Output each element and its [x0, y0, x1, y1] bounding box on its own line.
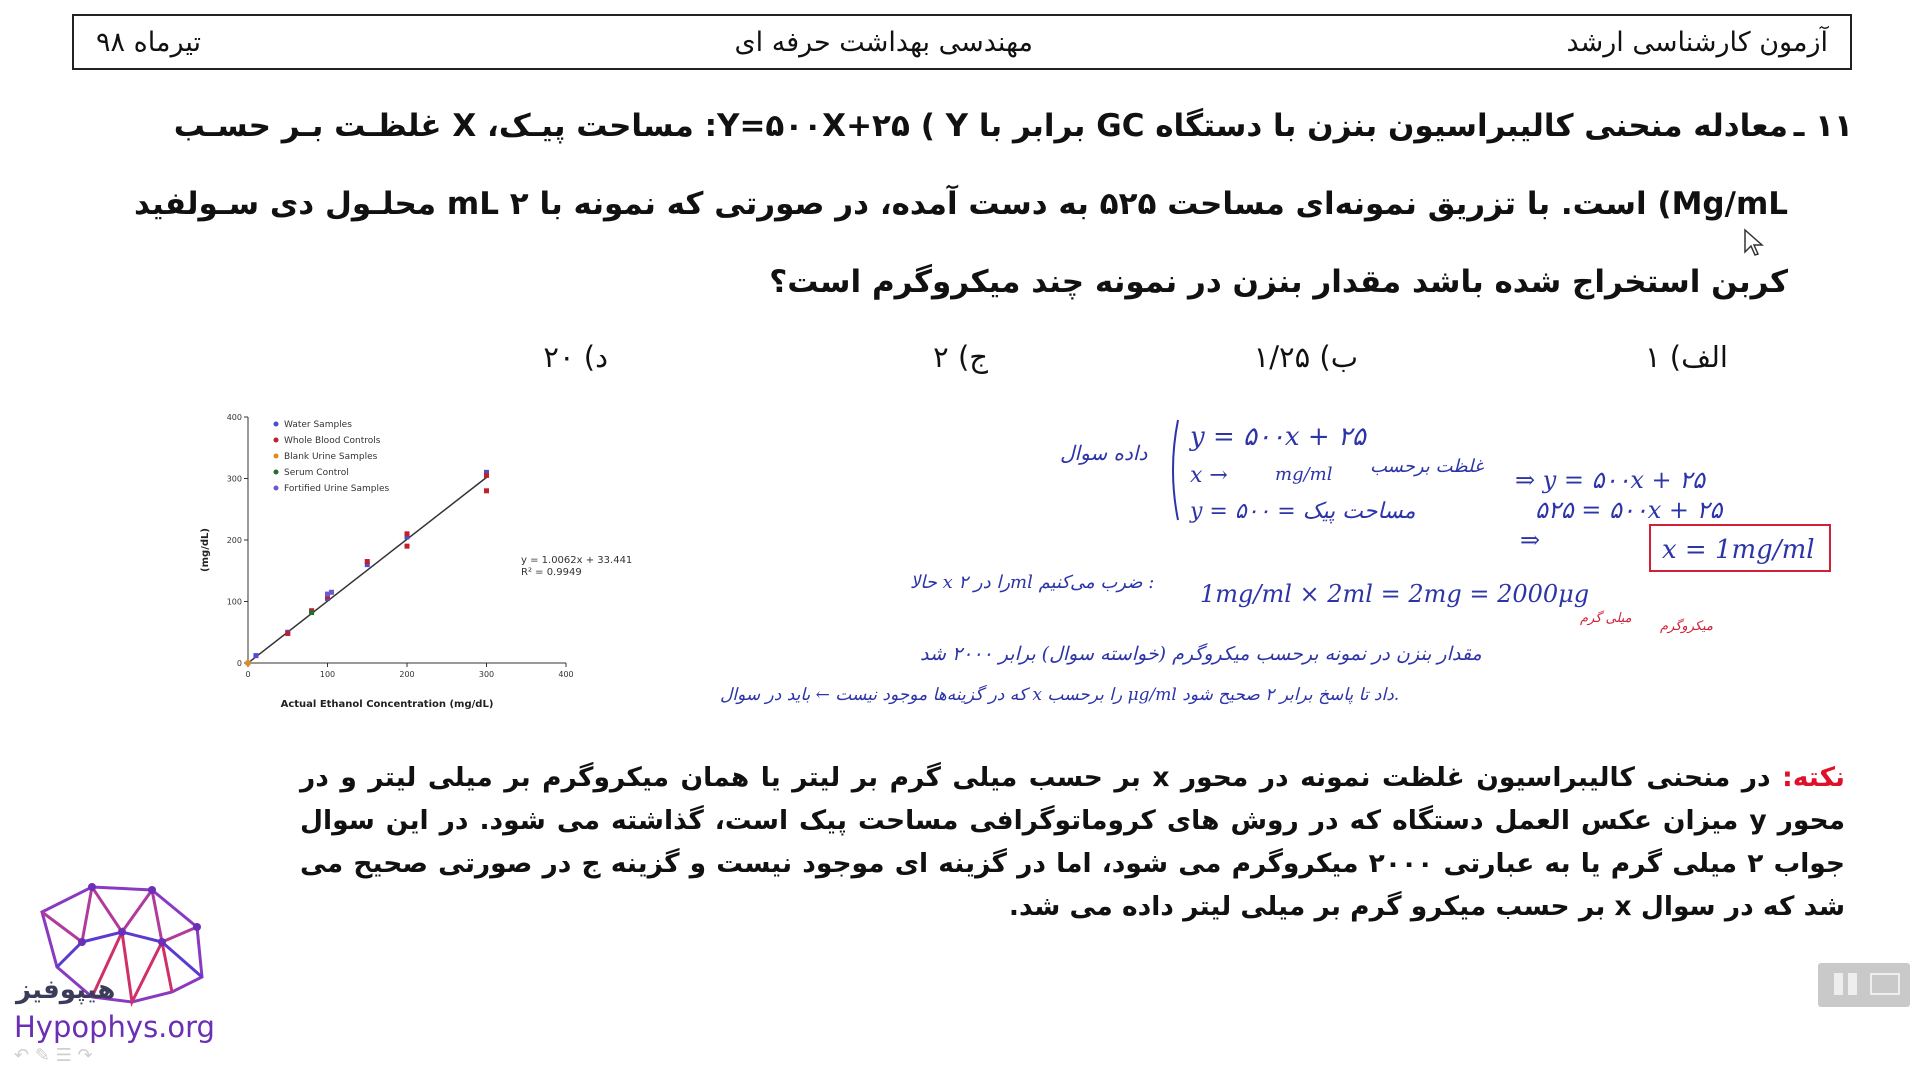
- hand-y-def: y = مساحت پیک = ۵۰۰: [1190, 499, 1416, 524]
- legend-label: Blank Urine Samples: [284, 452, 378, 462]
- redo-icon: ↷: [77, 1045, 93, 1066]
- option-b-letter: ب): [1319, 340, 1358, 374]
- y-axis-label: (mg/dL): [200, 528, 211, 572]
- hand-conclusion-2: که در گزینه‌ها موجود نیست ← باید در سوال x را برحسب μg/ml داد تا پاسخ برابر ۲ صحیح شود.: [720, 685, 1400, 705]
- data-point: [253, 653, 258, 658]
- data-point: [484, 473, 489, 478]
- undo-icon: ↶: [14, 1045, 30, 1066]
- hand-right-2: ۵۲۵ = ۵۰۰x + ۲۵: [1535, 496, 1723, 524]
- data-point: [405, 544, 410, 549]
- x-tick-label: 400: [558, 670, 574, 679]
- handwritten-solution: [700, 410, 1850, 730]
- option-a-letter: الف): [1669, 340, 1728, 374]
- data-point: [405, 531, 410, 536]
- data-point: [484, 488, 489, 493]
- data-point: [365, 559, 370, 564]
- hand-x-note: غلظت برحسب: [1370, 456, 1484, 477]
- legend-marker: [274, 422, 279, 427]
- hand-multiply-note: حالا x را در ۲ml ضرب می‌کنیم :: [910, 572, 1155, 593]
- option-c-letter: ج): [957, 340, 988, 374]
- header-field: مهندسی بهداشت حرفه ای: [734, 26, 1033, 58]
- header-exam-title: آزمون کارشناسی ارشد: [1566, 26, 1828, 58]
- calibration-chart: [196, 405, 666, 725]
- option-b[interactable]: [1254, 340, 1358, 374]
- y-tick-label: 100: [226, 597, 242, 607]
- hand-conclusion-1: مقدار بنزن در نمونه برحسب میکروگرم (خواسته سوال) برابر ۲۰۰۰ شد: [920, 643, 1482, 665]
- y-tick-label: 400: [226, 413, 242, 422]
- note-text: در منحنی کالیبراسیون غلظت نمونه در محور x بر حسب میلی گرم بر لیتر یا همان میکروگرم بر میلی لیتر و در محور y میزان عکس العمل دستگاه که در روش های کروماتوگرافی مساحت پیک است، گذاشته می شود. در این سوال جواب ۲ میلی گرم یا به عبارتی ۲۰۰۰ میکروگرم می شود، اما در گزینه ای موجود نیست و گزینه ج در صورتی صحیح می شد که در سوال x بر حسب میکرو گرم بر میلی لیتر داده می شد.: [300, 762, 1845, 922]
- trend-equation: y = 1.0062x + 33.441: [521, 555, 633, 566]
- data-point: [329, 590, 334, 595]
- hand-calc: 1mg/ml × 2ml = 2mg = 2000μg: [1200, 580, 1590, 608]
- data-point: [309, 610, 314, 615]
- toolbar-faint-icons: [14, 1045, 93, 1066]
- legend-label: Whole Blood Controls: [284, 436, 381, 446]
- legend-label: Serum Control: [284, 468, 349, 478]
- hand-ug-note: میکروگرم: [1660, 619, 1713, 634]
- player-controls[interactable]: [1818, 963, 1910, 1007]
- data-point: [285, 631, 290, 636]
- legend-label: Fortified Urine Samples: [284, 484, 390, 494]
- legend-marker: [274, 486, 279, 491]
- logo-english-text: Hypophys.org: [14, 1010, 215, 1044]
- option-a[interactable]: [1645, 340, 1728, 374]
- legend-marker: [274, 470, 279, 475]
- hand-x-arrow: x →: [1190, 463, 1228, 488]
- pen-icon: ✎: [34, 1045, 50, 1066]
- question-number: ۱۱ ـ: [1793, 108, 1853, 144]
- hand-result-x: x = 1mg/ml: [1662, 535, 1815, 565]
- option-a-value: ۱: [1644, 340, 1661, 374]
- hand-right-1: ⇒ y = ۵۰۰x + ۲۵: [1515, 466, 1706, 494]
- mouse-cursor-icon: [1743, 228, 1765, 258]
- option-c[interactable]: [933, 340, 988, 374]
- hand-note-data: داده سوال: [1060, 441, 1148, 465]
- option-b-value: ۱/۲۵: [1253, 340, 1311, 374]
- hand-brace: [1173, 420, 1178, 520]
- hand-x-unit: mg/ml: [1275, 464, 1333, 485]
- hand-mg-note: میلی گرم: [1580, 611, 1632, 626]
- x-axis-label: Actual Ethanol Concentration (mg/dL): [280, 699, 494, 710]
- pause-icon-bar: [1848, 973, 1857, 995]
- question-line-3: کربن استخراج شده باشد مقدار بنزن در نمونه چند میکروگرم است؟: [769, 264, 1788, 300]
- exam-header: [72, 14, 1852, 70]
- legend-marker: [274, 454, 279, 459]
- data-point: [246, 661, 251, 666]
- y-tick-label: 300: [226, 474, 242, 484]
- y-tick-label: 200: [226, 536, 242, 545]
- logo-persian-text: هیپوفیز: [16, 975, 116, 1005]
- x-tick-label: 200: [399, 670, 415, 679]
- note-paragraph: [300, 756, 1845, 928]
- question-line-2: Mg/mL) است. با تزریق نمونه‌ای مساحت ۵۲۵ به دست آمده، در صورتی که نمونه با ۲ mL محلـول دی سـولفید: [134, 186, 1788, 222]
- trend-r2: R² = 0.9949: [521, 567, 582, 578]
- x-tick-label: 300: [478, 670, 495, 679]
- hand-right-arrow: ⇒: [1520, 526, 1541, 554]
- legend-marker: [274, 438, 279, 443]
- option-d-letter: د): [583, 340, 608, 374]
- option-d-value: ۲۰: [543, 340, 575, 374]
- legend-label: Water Samples: [284, 420, 352, 430]
- option-d[interactable]: [543, 340, 608, 374]
- question-line-1: معادله منحنی کالیبراسیون بنزن با دستگاه GC برابر با Y=۵۰۰X+۲۵ ( Y: مساحت پیـک، X غلظـت بـر حسـب: [173, 108, 1788, 144]
- hand-eq-1: y = ۵۰۰x + ۲۵: [1190, 422, 1366, 452]
- option-c-value: ۲: [933, 340, 949, 374]
- pause-icon-bar: [1834, 973, 1843, 995]
- screen-icon: [1870, 973, 1900, 997]
- y-tick-label: 0: [236, 659, 242, 668]
- x-tick-label: 100: [319, 670, 336, 679]
- header-date: تیرماه ۹۸: [96, 26, 202, 58]
- note-label: نکته:: [1782, 762, 1845, 793]
- menu-icon: ☰: [55, 1045, 72, 1066]
- x-tick-label: 0: [245, 670, 251, 679]
- trendline: [248, 477, 487, 663]
